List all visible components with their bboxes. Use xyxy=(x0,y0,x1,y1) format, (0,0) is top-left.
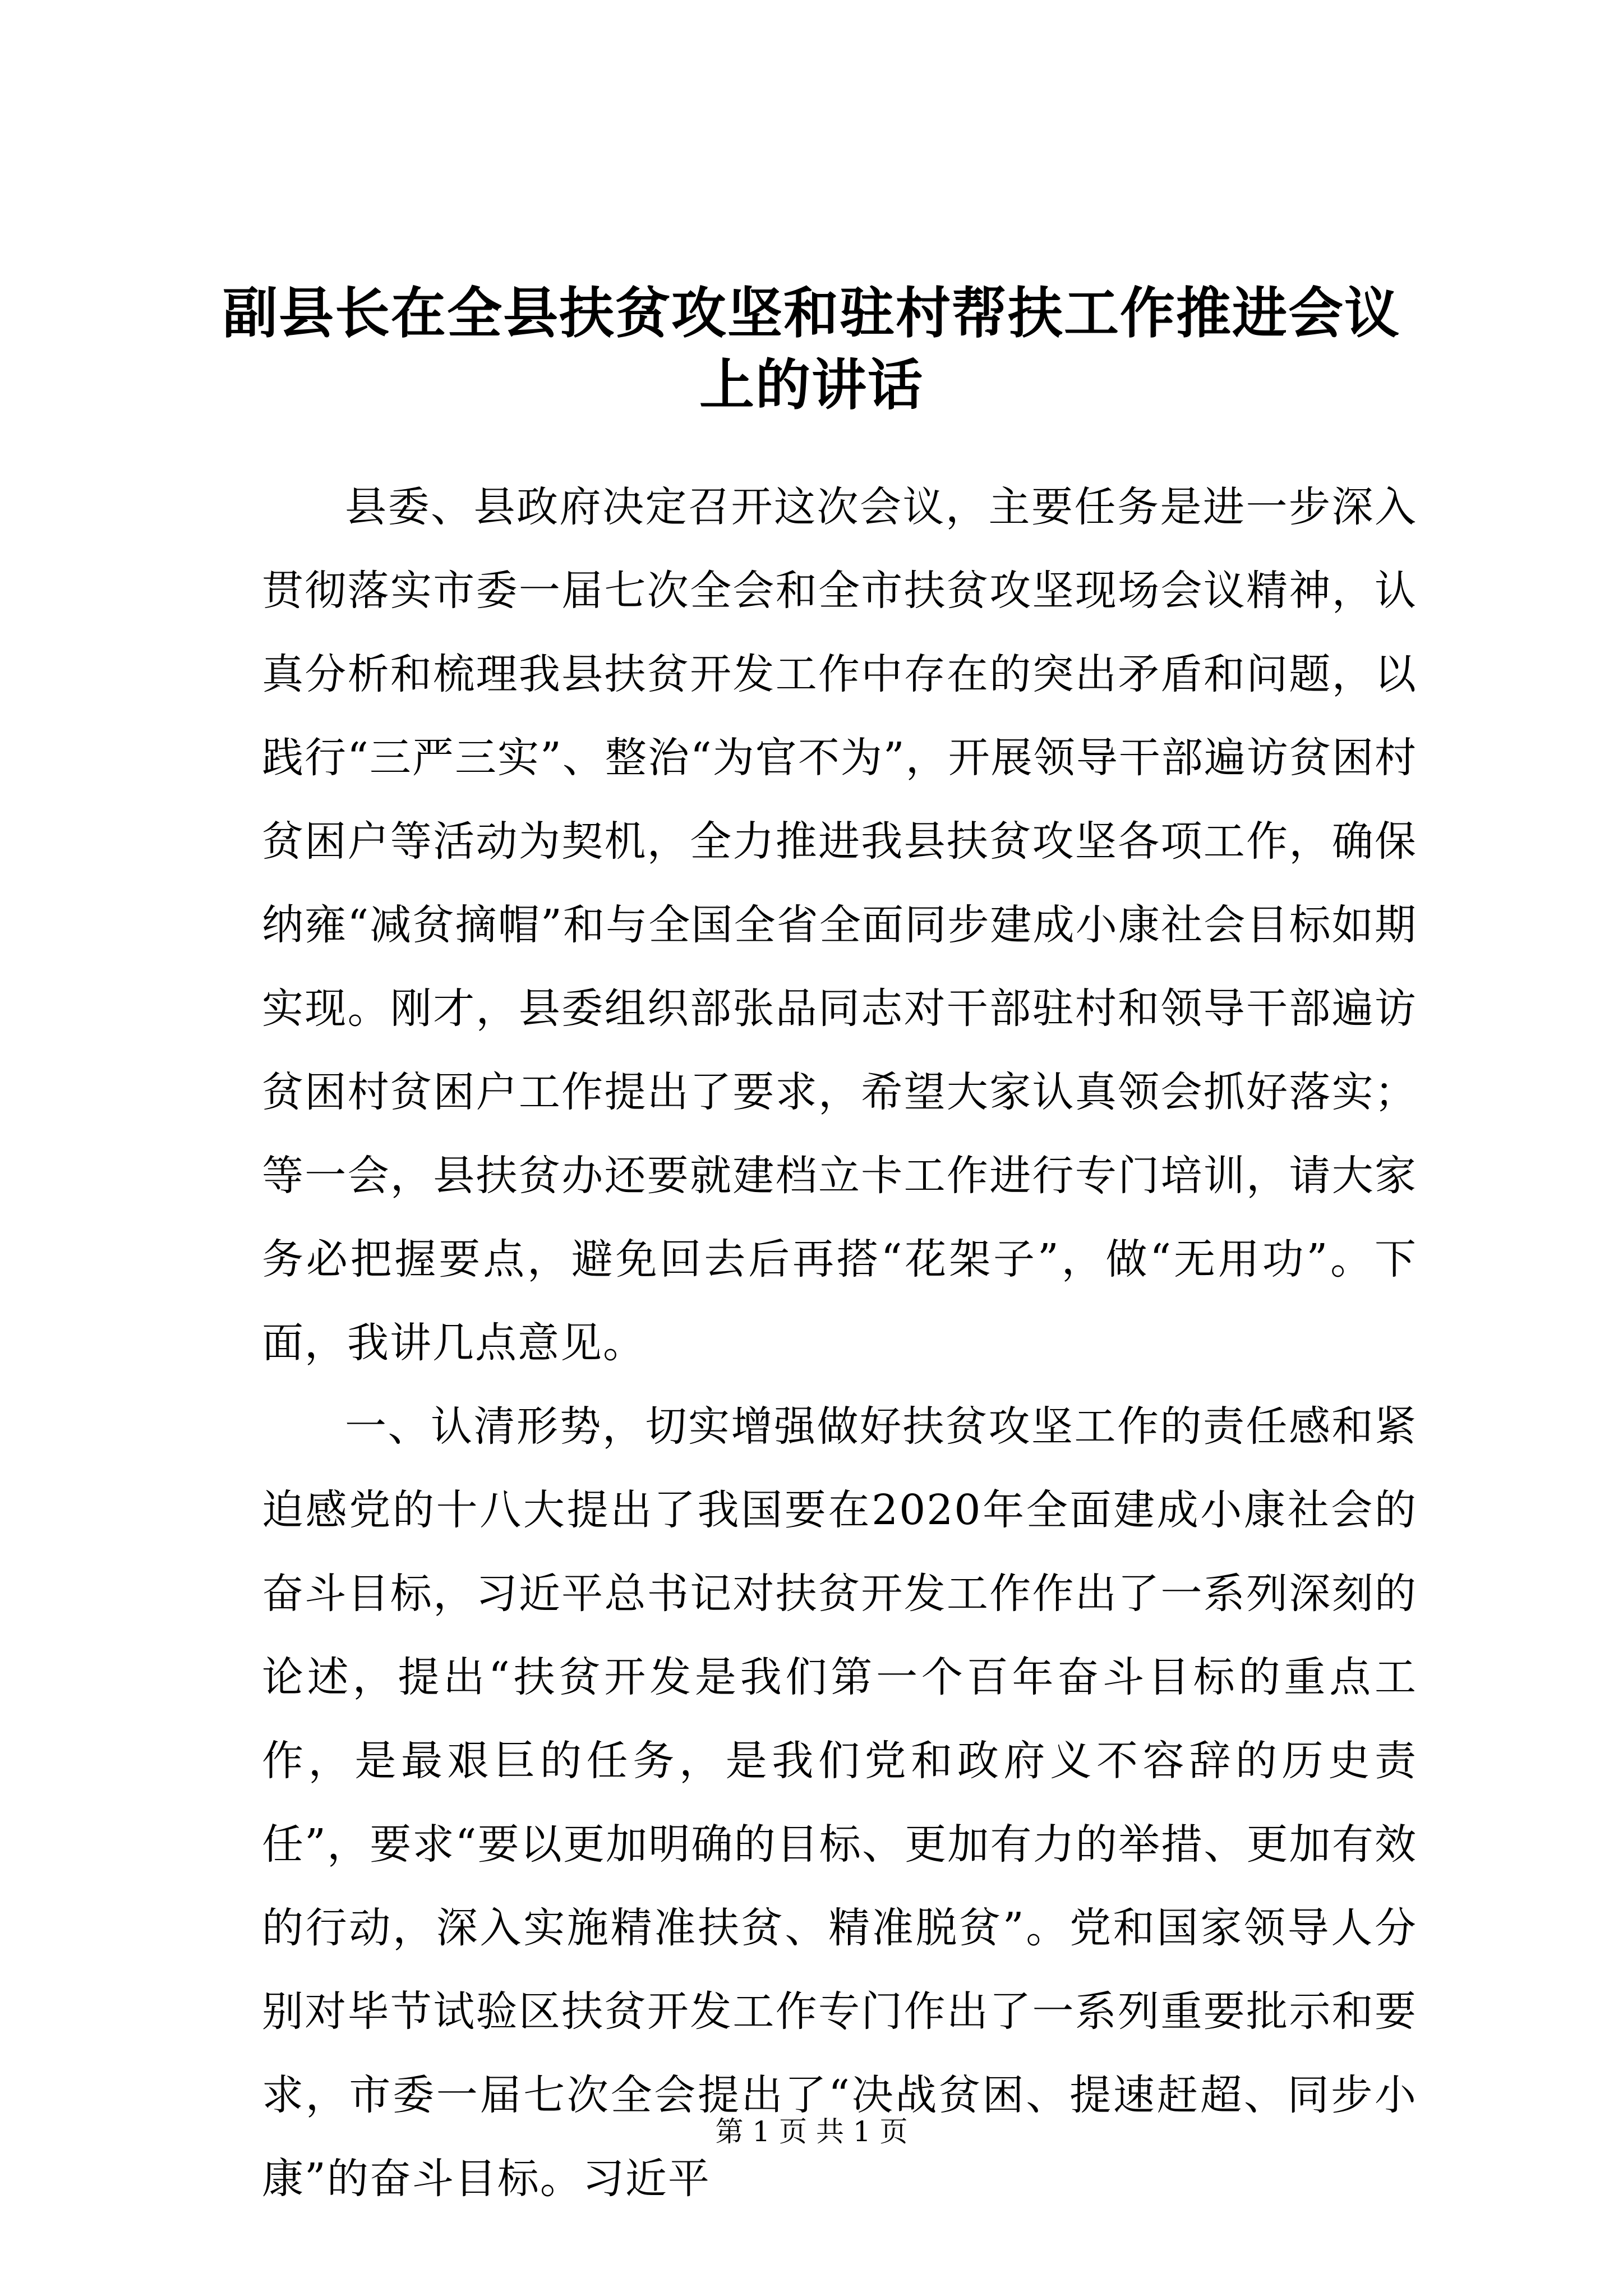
document-body xyxy=(262,466,1417,2221)
page-footer: 第 1 页 共 1 页 xyxy=(715,2115,908,2148)
body-paragraph-section-one: 一、认清形势，切实增强做好扶贫攻坚工作的责任感和紧迫感党的十八大提出了我国要在2020年全面建成小康社会的奋斗目标，习近平总书记对扶贫开发工作作出了一系列深刻的论述，提出“扶贫开发是我们第一个百年奋斗目标的重点工作，是最艰巨的任务，是我们党和政府义不容辞的历史责任”，要求“要以更加明确的目标、更加有力的举措、更加有效的行动，深入实施精准扶贫、精准脱贫”。党和国家领导人分别对毕节试验区扶贫开发工作专门作出了一系列重要批示和要求，市委一届七次全会提出了“决战贫困、提速赶超、同步小康”的奋斗目标。习近平 xyxy=(262,1402,1417,2203)
body-paragraph-intro: 县委、县政府决定召开这次会议，主要任务是进一步深入贯彻落实市委一届七次全会和全市扶贫攻坚现场会议精神，认真分析和梳理我县扶贫开发工作中存在的突出矛盾和问题，以践行“三严三实”、整治“为官不为”，开展领导干部遍访贫困村贫困户等活动为契机，全力推进我县扶贫攻坚各项工作，确保纳雍“减贫摘帽”和与全国全省全面同步建成小康社会目标如期实现。刚才，县委组织部张品同志对干部驻村和领导干部遍访贫困村贫困户工作提出了要求，希望大家认真领会抓好落实；等一会，县扶贫办还要就建档立卡工作进行专门培训，请大家务必把握要点，避免回去后再搭“花架子”，做“无用功”。下面，我讲几点意见。 xyxy=(262,483,1417,1367)
document-title: 副县长在全县扶贫攻坚和驻村帮扶工作推进会议上的讲话 xyxy=(222,281,1400,417)
